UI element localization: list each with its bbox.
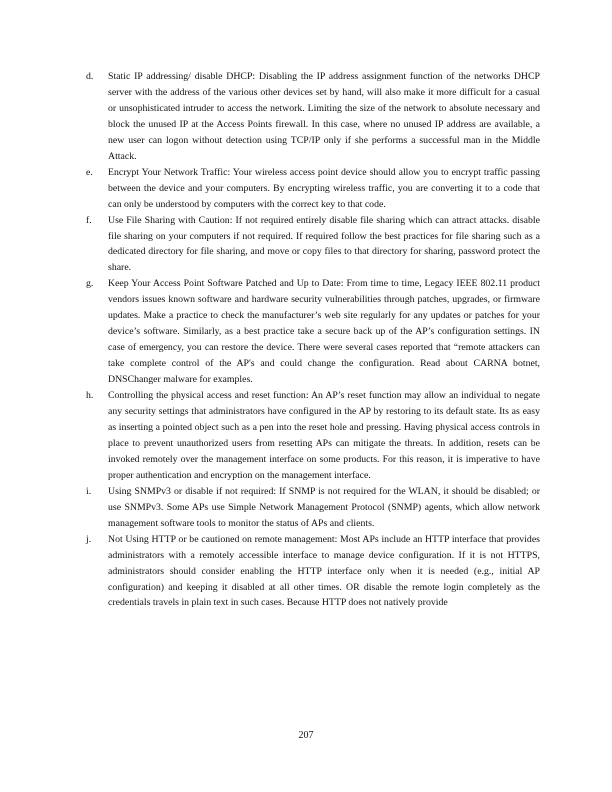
page-number: 207 — [298, 730, 314, 741]
list-item-text: Encrypt Your Network Traffic: Your wireless access point device should allow you to encrypt traffic passing between the device and your computers. By encrypting wireless traffic, you are converting it to a code that can only be understood by computers with the correct key to that code. — [108, 166, 540, 210]
list-item-text: Keep Your Access Point Software Patched and Up to Date: From time to time, Legacy IEEE 802.11 product vendors issues known software and hardware security vulnerabilities through patches, upgrades, or firmware updates. Make a practice to check the manufacturer’s web site regularly for any updates or patches for your device’s software. Similarly, as a best practice take a secure back up of the AP’s configuration settings. IN case of emergency, you can restore the device. There were several cases reported that “remote attackers can take complete control of the AP's and could change the configuration. Read about CARNA botnet, DNSChanger malware for examples. — [108, 278, 540, 386]
list-marker: j. — [86, 533, 92, 545]
list-marker: d. — [86, 71, 94, 82]
list-item-d — [84, 69, 540, 165]
list-item-f — [84, 213, 540, 277]
list-item-g — [84, 276, 540, 388]
list-item-text: Not Using HTTP or be cautioned on remote management: Most APs include an HTTP interface that provides administrators with a remotely accessible interface to manage device configuration. If it is not HTTPS, administrators should consider enabling the HTTP interface only when it is needed (e.g., initial AP configuration) and keeping it disabled at all other times. OR disable the remote login completely as the credentials travels in plain text in such cases. Because HTTP does not natively provide — [108, 533, 540, 609]
list-marker: i. — [86, 485, 92, 497]
list-marker: f. — [86, 214, 92, 226]
list-item-text: Use File Sharing with Caution: If not required entirely disable file sharing which can attract attacks. disable file sharing on your computers if not required. If required follow the best practices for file sharing such as a dedicated directory for file sharing, and move or copy files to that directory for sharing, password protect the share. — [108, 214, 540, 274]
security-practices-list — [84, 69, 540, 611]
list-item-text: Static IP addressing/ disable DHCP: Disabling the IP address assignment function of the networks DHCP server with the address of the various other devices set by hand, will also make it more difficult for a casual or unsophisticated intruder to access the network. Limiting the size of the network to absolute necessary and block the unused IP at the Access Points firewall. In this case, where no unused IP address are available, a new user can logon without detection using TCP/IP only if she performs a successful man in the Middle Attack. — [108, 71, 540, 162]
list-marker: h. — [86, 390, 94, 402]
list-marker: e. — [86, 166, 93, 178]
list-item-text: Controlling the physical access and reset function: An AP’s reset function may allow an individual to negate any security settings that administrators have configured in the AP by restoring to its default state. Its as easy as inserting a pointed object such as a pen into the reset hole and pressing. Having physical access controls in place to prevent unauthorized users from resetting APs can mitigate the threats. In addition, resets can be invoked remotely over the management interface on some products. For this reason, it is imperative to have proper authentication and encryption on the management interface. — [108, 390, 540, 481]
list-item-i — [84, 484, 540, 532]
list-item-h — [84, 388, 540, 484]
list-item-text: Using SNMPv3 or disable if not required: If SNMP is not required for the WLAN, it should be disabled; or use SNMPv3. Some APs use Simple Network Management Protocol (SNMP) agents, which allow network management software tools to monitor the status of APs and clients. — [108, 485, 540, 529]
list-item-e — [84, 165, 540, 213]
list-item-j — [84, 532, 540, 612]
list-marker: g. — [86, 278, 94, 290]
